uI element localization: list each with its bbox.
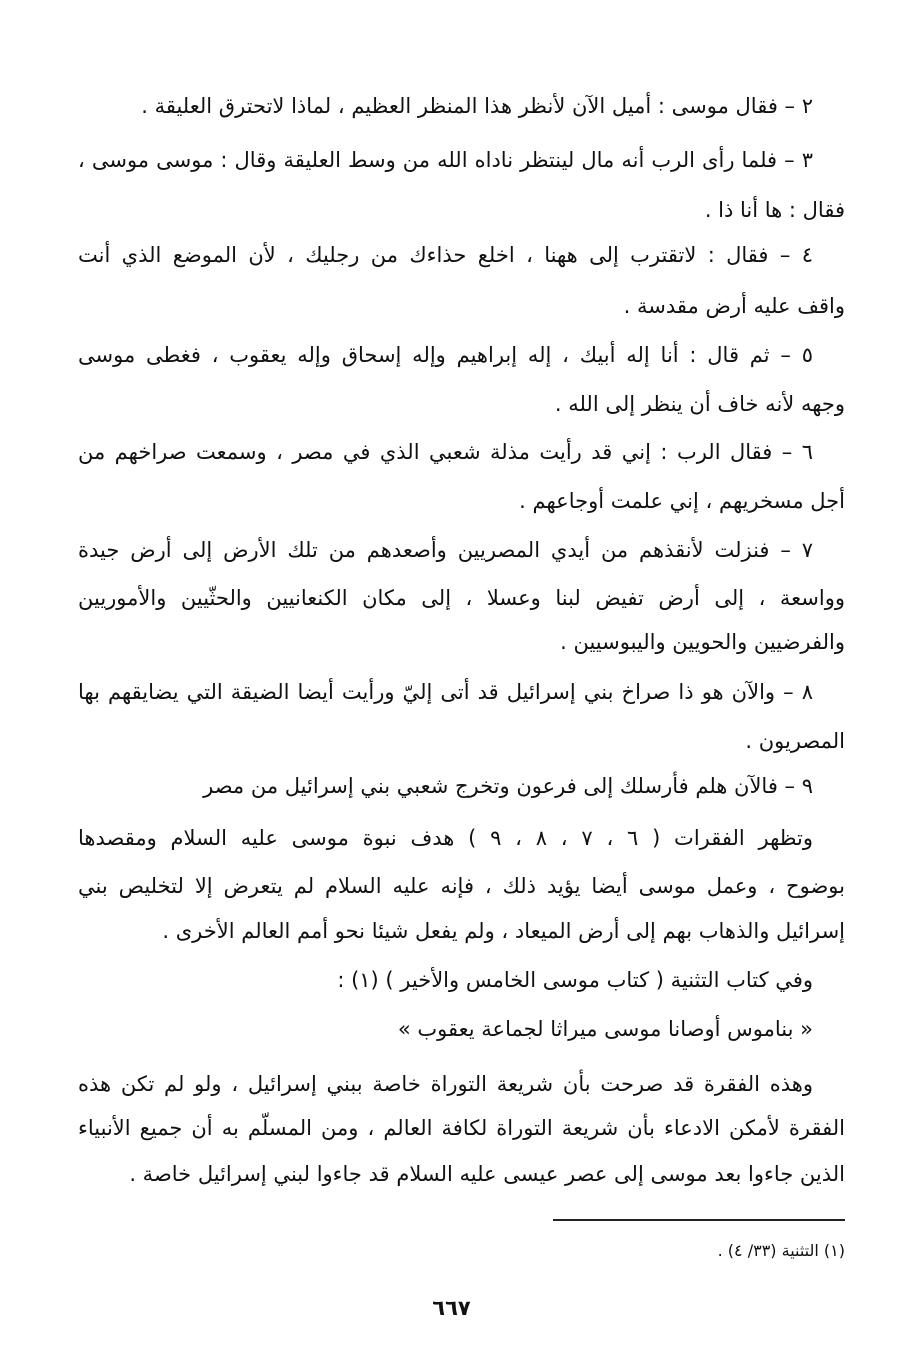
text-line: وتظهر الفقرات ( ٦ ، ٧ ، ٨ ، ٩ ) هدف نبوة موسى عليه السلام ومقصدها <box>78 826 813 850</box>
text-line: واقف عليه أرض مقدسة . <box>623 294 845 318</box>
text-line: بوضوح ، وعمل موسى أيضا يؤيد ذلك ، فإنه عليه السلام لم يتعرض إلا لتخليص بني <box>78 874 845 898</box>
text-line: « بناموس أوصانا موسى ميراثا لجماعة يعقوب » <box>397 1017 813 1041</box>
text-line: إسرائيل والذهاب بهم إلى أرض الميعاد ، ولم يفعل شيئا نحو أمم العالم الأخرى . <box>162 919 845 943</box>
text-line: ٦ – فقال الرب : إني قد رأيت مذلة شعبي الذي في مصر ، وسمعت صراخهم من <box>78 440 813 464</box>
text-line: وهذه الفقرة قد صرحت بأن شريعة التوراة خاصة ببني إسرائيل ، ولو لم تكن هذه <box>78 1072 813 1096</box>
text-line: والفرضيين والحويين واليبوسيين . <box>560 630 845 654</box>
text-line: وجهه لأنه خاف أن ينظر إلى الله . <box>554 392 845 416</box>
text-line: فقال : ها أنا ذا . <box>704 198 845 222</box>
text-line: ٤ – فقال : لاتقترب إلى ههنا ، اخلع حذاءك من رجليك ، لأن الموضع الذي أنت <box>78 243 813 267</box>
text-line: ٧ – فنزلت لأنقذهم من أيدي المصريين وأصعدهم من تلك الأرض إلى أرض جيدة <box>78 538 813 562</box>
text-line: ٣ – فلما رأى الرب أنه مال لينتظر ناداه الله من وسط العليقة وقال : موسى موسى ، <box>78 148 813 172</box>
text-line: ٥ – ثم قال : أنا إله أبيك ، إله إبراهيم وإله إسحاق وإله يعقوب ، فغطى موسى <box>78 343 813 367</box>
page-number: ٦٦٧ <box>432 1296 471 1320</box>
footnote-separator <box>553 1219 845 1221</box>
text-line: الذين جاءوا بعد موسى إلى عصر عيسى عليه السلام قد جاءوا لبني إسرائيل خاصة . <box>129 1162 845 1186</box>
text-line: ٩ – فالآن هلم فأرسلك إلى فرعون وتخرج شعبي بني إسرائيل من مصر <box>203 774 813 798</box>
footnote: (١) التثنية (٣٣/ ٤) . <box>717 1241 845 1260</box>
text-line: وفي كتاب التثنية ( كتاب موسى الخامس والأخير ) (١) : <box>337 968 813 992</box>
text-line: ٨ – والآن هو ذا صراخ بني إسرائيل قد أتى إليّ ورأيت أيضا الضيقة التي يضايقهم بها <box>78 680 813 704</box>
text-line: ٢ – فقال موسى : أميل الآن لأنظر هذا المنظر العظيم ، لماذا لاتحترق العليقة . <box>141 94 813 118</box>
text-line: أجل مسخريهم ، إني علمت أوجاعهم . <box>519 489 845 513</box>
text-line: وواسعة ، إلى أرض تفيض لبنا وعسلا ، إلى مكان الكنعانيين والحثّيين والأموريين <box>78 586 845 610</box>
text-line: الفقرة لأمكن الادعاء بأن شريعة التوراة لكافة العالم ، ومن المسلّم به أن جميع الأنبياء <box>78 1116 845 1140</box>
text-line: المصريون . <box>745 729 845 753</box>
